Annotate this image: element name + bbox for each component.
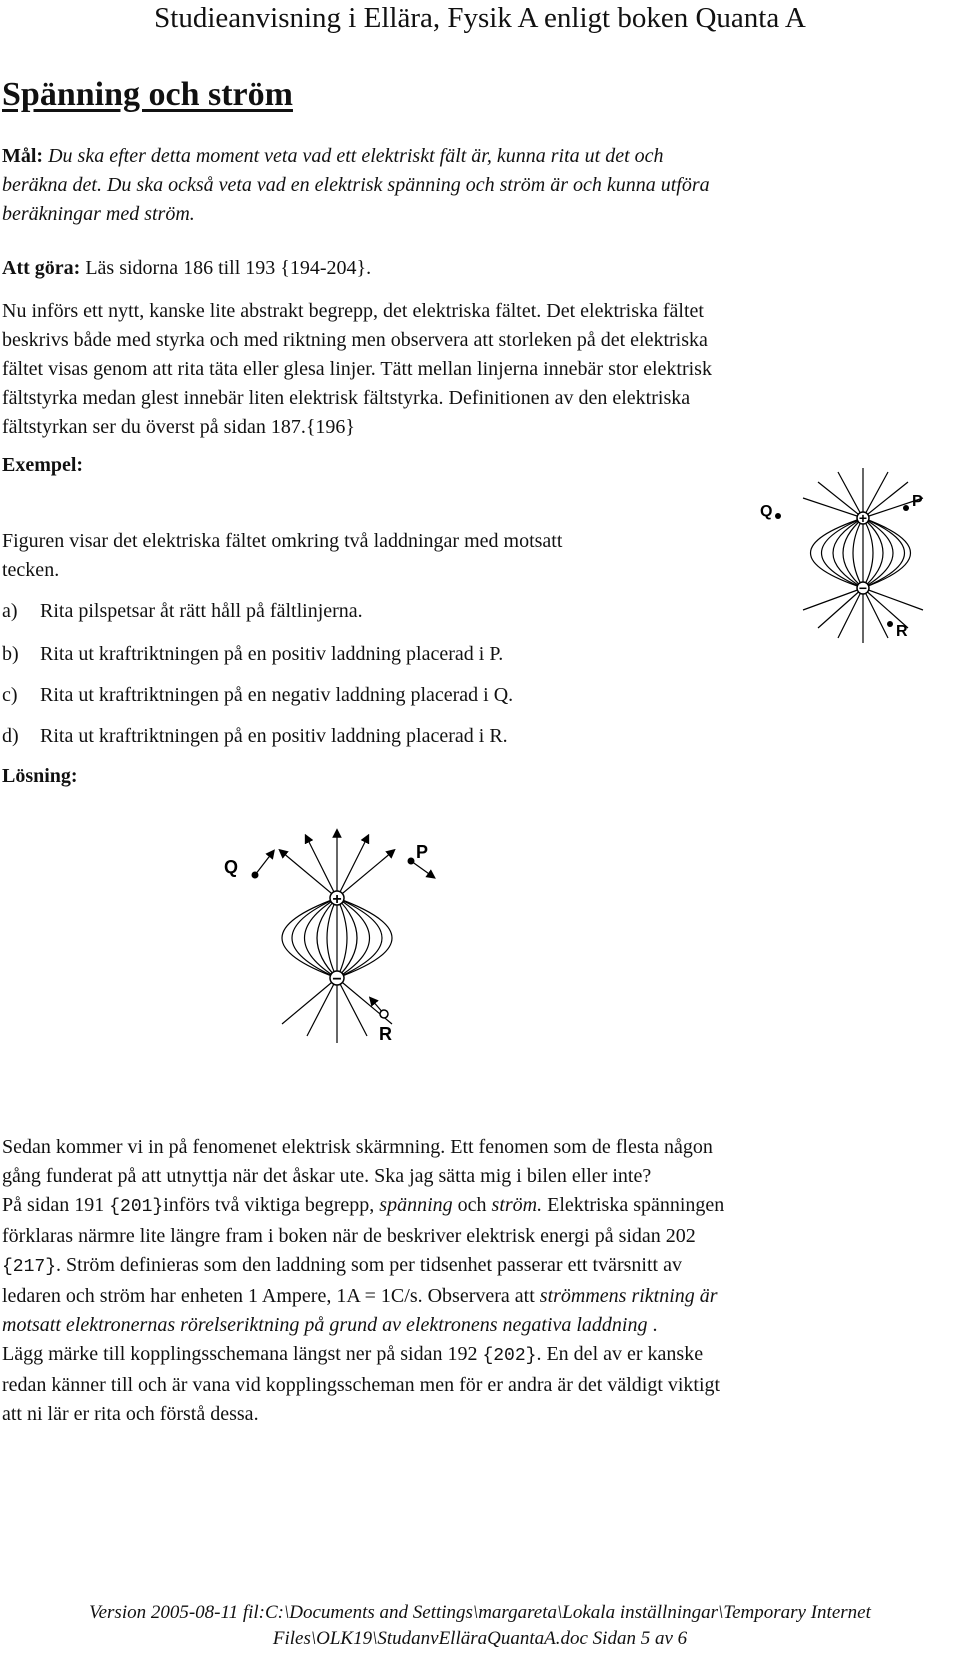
body-p2-line-3	[2, 1251, 932, 1282]
item-marker: d)	[2, 725, 19, 747]
item-text: Rita ut kraftriktningen på en negativ laddning placerad i Q.	[40, 684, 514, 706]
text-span: strömmens riktning är	[539, 1285, 718, 1307]
text-span: ström.	[491, 1194, 543, 1216]
text-span: ledaren och ström har enheten 1 Ampere, 1A = 1C/s. Observera att	[2, 1285, 540, 1307]
item-text: Rita ut kraftriktningen på en positiv laddning placerad i R.	[40, 725, 508, 747]
goal-line-3: beräkningar med ström.	[2, 203, 195, 225]
solution-field-lines	[255, 833, 432, 1043]
example-item-d	[2, 722, 508, 751]
page-footer	[0, 1600, 960, 1652]
text-span: och	[452, 1194, 492, 1216]
positive-charge-label: +	[858, 510, 868, 526]
text-span: Elektriska spänningen	[542, 1194, 725, 1216]
text-span: {202}	[482, 1346, 537, 1366]
item-marker: c)	[2, 684, 18, 706]
solution-point-q-label: Q	[224, 857, 239, 877]
item-text: Rita ut kraftriktningen på en positiv laddning placerad i P.	[40, 643, 504, 665]
example-desc-line-2: tecken.	[2, 559, 60, 581]
intro-line-1: Nu införs ett nytt, kanske lite abstrakt begrepp, det elektriska fältet. Det elektriska fältet	[2, 300, 704, 322]
goal-line-2: beräkna det. Du ska också veta vad en elektrisk spänning och ström är och kunna utföra	[2, 174, 710, 196]
field-lines	[803, 468, 923, 643]
goal-label: Mål:	[2, 145, 44, 167]
solution-field-figure	[222, 828, 457, 1063]
intro-line-5: fältstyrkan ser du överst på sidan 187.{196}	[2, 416, 356, 438]
point-p-label: P	[912, 493, 923, 510]
item-marker: b)	[2, 643, 19, 665]
example-field-figure	[758, 468, 958, 668]
body-p3-line-2: redan känner till och är vana vid kopplingsscheman men för er andra är det väldigt viktigt	[2, 1374, 721, 1396]
body-p2-line-2: förklaras närmre lite längre fram i boken när de beskriver elektrisk energi på sidan 202	[2, 1225, 696, 1247]
text-span: spänning	[379, 1194, 453, 1216]
text-span: {201}	[109, 1197, 164, 1217]
item-marker: a)	[2, 600, 18, 622]
body-p1-line-1: Sedan kommer vi in på fenomenet elektrisk skärmning. Ett fenomen som de flesta någon	[2, 1136, 713, 1158]
body-p2-line-4	[2, 1282, 932, 1311]
solution-point-r-label: R	[379, 1024, 392, 1044]
goal-line-1: Du ska efter detta moment veta vad ett elektriskt fält är, kunna rita ut det och	[43, 145, 664, 167]
text-span: Lägg märke till kopplingsschemana längst ner på sidan 192	[2, 1343, 483, 1365]
intro-line-4: fältstyrka medan glest innebär liten elektrisk fältstyrka. Definitionen av den elektriska	[2, 387, 691, 409]
intro-line-3: fältet visas genom att rita täta eller glesa linjer. Tätt mellan linjerna innebär stor elektrisk	[2, 358, 712, 380]
body-p3-line-3: att ni lär er rita och förstå dessa.	[2, 1403, 259, 1425]
point-r-label: R	[896, 623, 908, 640]
example-description	[2, 527, 702, 585]
text-span: . En del av er kanske	[536, 1343, 704, 1365]
point-q-label: Q	[760, 503, 773, 520]
todo-text: Läs sidorna 186 till 193 {194-204}.	[80, 257, 372, 279]
text-span: På sidan 191	[2, 1194, 110, 1216]
solution-point-p-label: P	[416, 842, 429, 862]
text-span: . Ström definieras som den laddning som per tidsenhet passerar ett tvärsnitt av	[56, 1254, 682, 1276]
page-header: Studieanvisning i Ellära, Fysik A enligt boken Quanta A	[154, 2, 806, 34]
text-span: .	[647, 1314, 658, 1336]
body-p3-line-1	[2, 1340, 932, 1371]
section-title: Spänning och ström	[2, 76, 293, 113]
solution-positive-charge-label: +	[332, 891, 342, 908]
solution-negative-charge-label: −	[332, 971, 342, 988]
body-p2-line-1	[2, 1191, 932, 1222]
body-text	[2, 1133, 932, 1429]
goal-paragraph	[2, 142, 932, 229]
example-heading: Exempel:	[2, 454, 84, 476]
body-p2-line-5	[2, 1311, 932, 1340]
point-r-dot	[887, 621, 893, 627]
text-span: införs två viktiga begrepp,	[163, 1194, 380, 1216]
point-p-dot	[903, 505, 909, 511]
point-q-dot	[775, 513, 781, 519]
solution-heading: Lösning:	[2, 765, 78, 787]
solution-point-q-dot	[252, 872, 259, 879]
text-span: motsatt elektronernas rörelseriktning på grund av elektronens negativa laddning	[2, 1314, 648, 1336]
solution-point-p-dot	[408, 858, 415, 865]
intro-paragraph	[2, 297, 932, 442]
example-item-b	[2, 640, 503, 669]
example-item-c	[2, 681, 513, 710]
todo-paragraph	[2, 254, 932, 283]
footer-line-1: Version 2005-08-11 fil:C:\Documents and Settings\margareta\Lokala inställningar\Temporary Internet	[89, 1602, 871, 1623]
intro-line-2: beskrivs både med styrka och med riktning men observera att storleken på det elektriska	[2, 329, 708, 351]
example-item-a	[2, 597, 363, 626]
solution-point-r-dot	[380, 1010, 388, 1018]
todo-label: Att göra:	[2, 257, 81, 279]
body-p1-line-2: gång funderat på att utnyttja när det åskar ute. Ska jag sätta mig i bilen eller inte?	[2, 1165, 652, 1187]
negative-charge-label: −	[858, 580, 868, 596]
example-desc-line-1: Figuren visar det elektriska fältet omkring två laddningar med motsatt	[2, 530, 563, 552]
text-span: {217}	[2, 1257, 57, 1277]
footer-line-2: Files\OLK19\StudanvElläraQuantaA.doc Sidan 5 av 6	[272, 1628, 688, 1649]
item-text: Rita pilspetsar åt rätt håll på fältlinjerna.	[40, 600, 363, 622]
